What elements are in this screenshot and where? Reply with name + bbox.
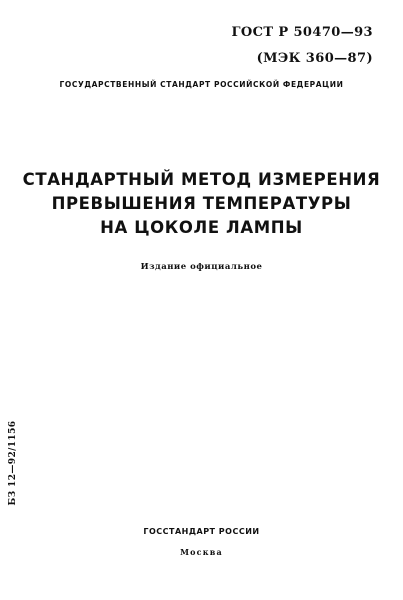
edition-label: Издание официальное	[140, 262, 263, 272]
iec-number: (МЭК 360—87)	[256, 51, 373, 66]
title-line-3: НА ЦОКОЛЕ ЛАМПЫ	[100, 218, 303, 237]
title-line-2: ПРЕВЫШЕНИЯ ТЕМПЕРАТУРЫ	[51, 194, 352, 213]
gost-number-block	[232, 20, 373, 72]
state-standard-header: ГОСУДАРСТВЕННЫЙ СТАНДАРТ РОССИЙСКОЙ ФЕДЕРАЦИИ	[59, 80, 344, 89]
city: Москва	[180, 547, 223, 557]
publisher: ГОССТАНДАРТ РОССИИ	[143, 527, 260, 536]
title-line-1: СТАНДАРТНЫЙ МЕТОД ИЗМЕРЕНИЯ	[22, 170, 381, 189]
document-title	[0, 168, 403, 240]
side-code-text: БЗ 12—92/1156	[8, 420, 18, 506]
gost-number: ГОСТ Р 50470—93	[231, 25, 373, 40]
side-code	[6, 420, 20, 506]
